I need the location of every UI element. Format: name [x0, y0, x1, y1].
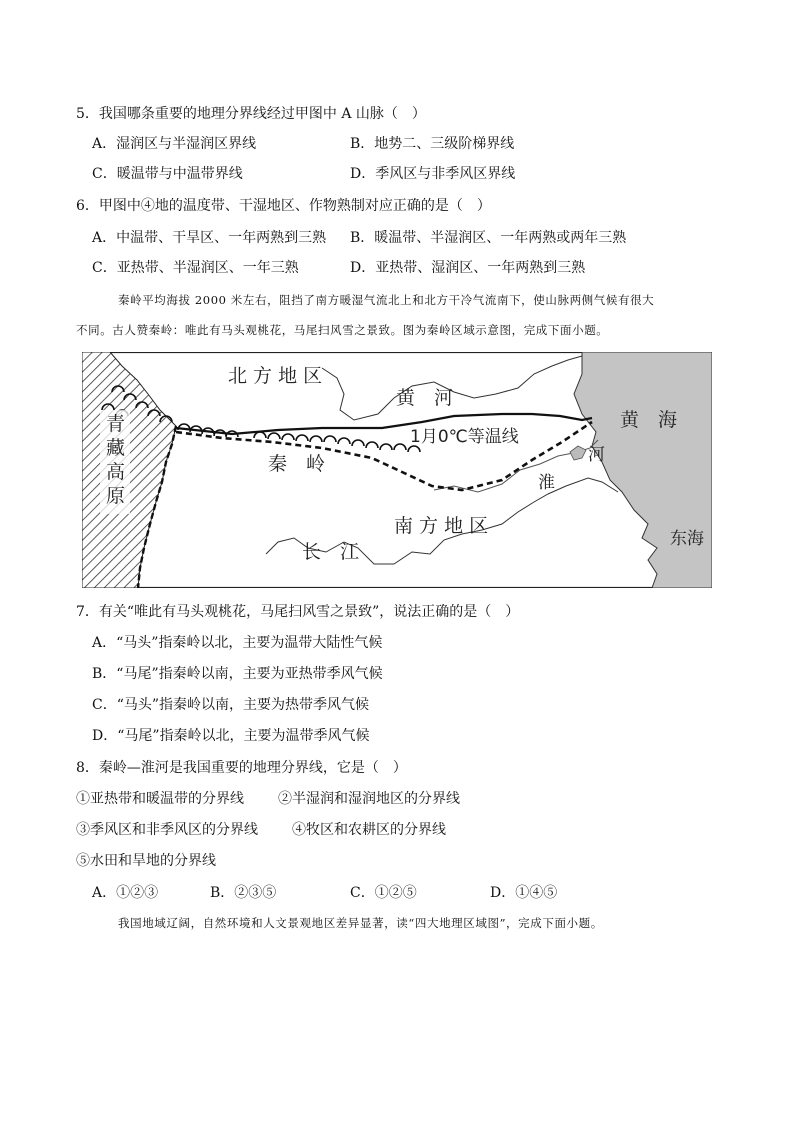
label-plateau-char-3: 高 — [106, 461, 126, 483]
label-qinling: 秦 岭 — [268, 453, 326, 475]
q8-statement-4: ④牧区和农耕区的分界线 — [292, 822, 446, 838]
q6-option-d: D．亚热带、湿润区、一年两熟到三熟 — [350, 260, 586, 276]
q7-option-a: A．“马头”指秦岭以北，主要为温带大陆性气候 — [92, 635, 383, 651]
qinling-region-map — [82, 352, 712, 588]
label-plateau-char-4: 原 — [106, 485, 126, 507]
q6-option-a: A．中温带、干旱区、一年两熟到三熟 — [92, 230, 327, 246]
q6-option-c: C．亚热带、半湿润区、一年三熟 — [92, 260, 299, 276]
q8-option-c: C．①②⑤ — [350, 885, 417, 901]
label-isotherm: 1月0℃等温线 — [410, 427, 519, 447]
q6-stem: 6．甲图中④地的温度带、干湿地区、作物熟制对应正确的是（ ） — [76, 198, 491, 214]
lead-paragraph-line2: 不同。古人赞秦岭：唯此有马头观桃花，马尾扫风雪之景致。图为秦岭区域示意图，完成下面小题。 — [76, 323, 609, 337]
lead-paragraph-2: 我国地域辽阔，自然环境和人文景观地区差异显著，读“四大地理区域图”，完成下面小题。 — [118, 916, 603, 930]
label-yangtze-river: 长 江 — [302, 541, 360, 563]
q7-option-c: C．“马头”指秦岭以南，主要为热带季风气候 — [92, 697, 370, 713]
label-yellow-river: 黄 河 — [396, 387, 454, 409]
q5-stem: 5．我国哪条重要的地理分界线经过甲图中 A 山脉（ ） — [76, 106, 426, 122]
label-plateau-char-2: 藏 — [106, 437, 126, 459]
q8-option-a: A．①②③ — [92, 885, 159, 901]
label-qinghai-tibet-plateau — [100, 410, 130, 514]
label-plateau-char-1: 青 — [106, 413, 126, 435]
q8-option-b: B．②③⑤ — [210, 885, 277, 901]
label-he: 河 — [588, 445, 605, 465]
q8-stem: 8．秦岭—淮河是我国重要的地理分界线，它是（ ） — [76, 760, 407, 776]
label-east-sea: 东海 — [670, 529, 704, 549]
q5-option-d: D．季风区与非季风区界线 — [350, 166, 516, 182]
q8-statement-3: ③季风区和非季风区的分界线 — [76, 822, 258, 838]
label-yellow-sea: 黄 海 — [620, 409, 678, 431]
q7-option-b: B．“马尾”指秦岭以南，主要为亚热带季风气候 — [92, 666, 383, 682]
q5-option-c: C．暖温带与中温带界线 — [92, 166, 243, 182]
q6-option-b: B．暖温带、半湿润区、一年两熟或两年三熟 — [350, 230, 627, 246]
q8-statement-2: ②半湿润和湿润地区的分界线 — [278, 791, 460, 807]
q8-option-d: D．①④⑤ — [490, 885, 558, 901]
q7-option-d: D．“马尾”指秦岭以北，主要为温带季风气候 — [92, 728, 370, 744]
label-north-region: 北 方 地 区 — [228, 365, 323, 387]
q8-statement-1: ①亚热带和暖温带的分界线 — [76, 791, 244, 807]
lead-paragraph-line1: 秦岭平均海拔 2000 米左右，阻挡了南方暖湿气流北上和北方干冷气流南下，使山脉两侧气候有很大 — [118, 293, 655, 307]
q5-option-b: B．地势二、三级阶梯界线 — [350, 136, 515, 152]
label-south-region: 南 方 地 区 — [394, 515, 489, 537]
label-huai: 淮 — [538, 473, 555, 493]
q7-stem: 7．有关“唯此有马头观桃花，马尾扫风雪之景致”，说法正确的是（ ） — [76, 604, 520, 620]
q5-option-a: A．湿润区与半湿润区界线 — [92, 136, 257, 152]
q8-statement-5: ⑤水田和旱地的分界线 — [76, 853, 216, 869]
